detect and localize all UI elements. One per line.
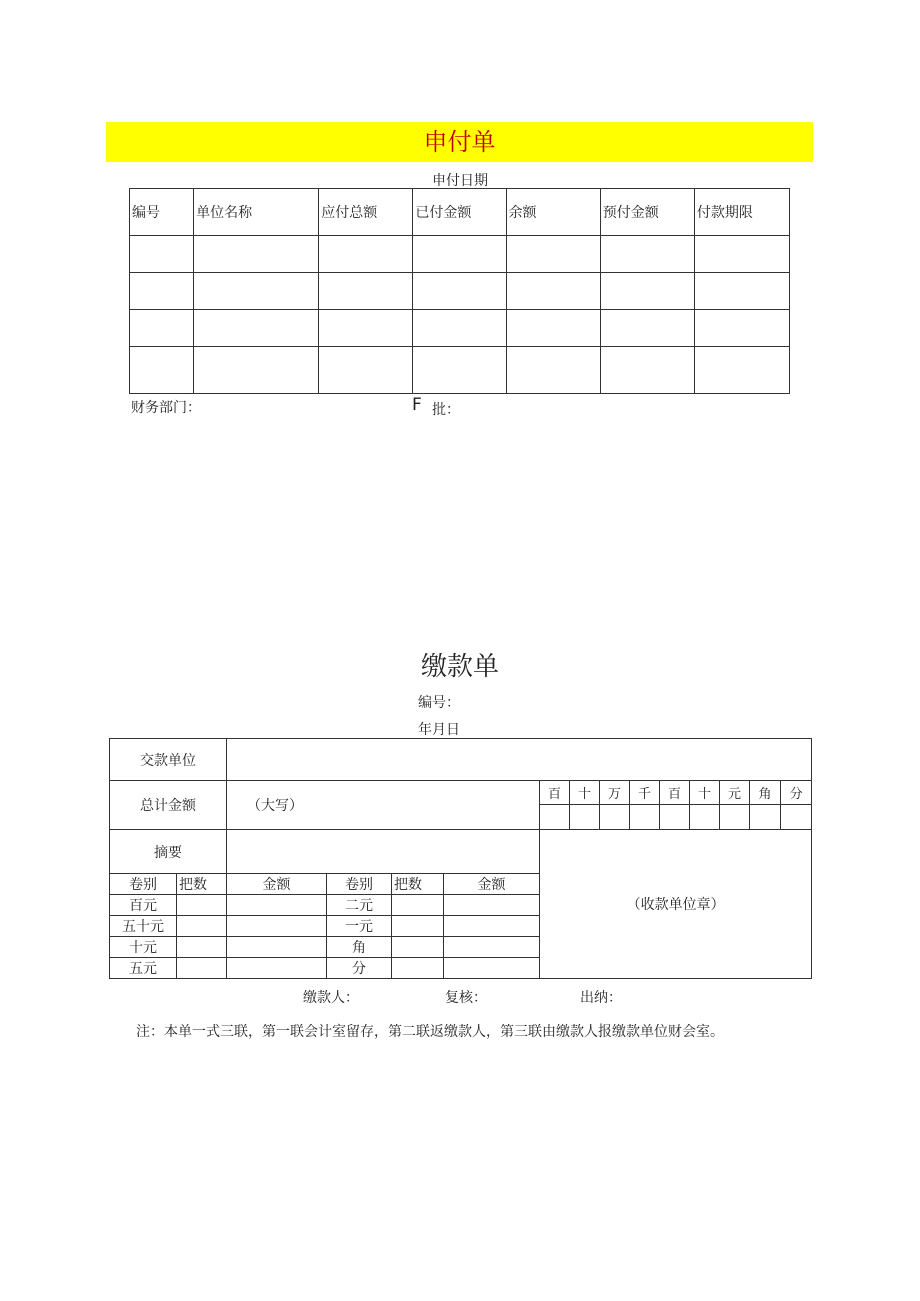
summary-field[interactable] xyxy=(227,830,540,874)
empty-cell[interactable] xyxy=(319,236,413,273)
empty-cell[interactable] xyxy=(600,347,694,394)
digit-header: 十 xyxy=(570,781,600,805)
empty-cell[interactable] xyxy=(194,310,319,347)
empty-cell[interactable] xyxy=(600,273,694,310)
total-row xyxy=(110,781,812,805)
denom-left: 五元 xyxy=(110,958,177,979)
digit-box[interactable] xyxy=(540,805,570,830)
digit-header: 分 xyxy=(781,781,812,805)
denom-left: 五十元 xyxy=(110,916,177,937)
header-cell: 付款期限 xyxy=(694,189,789,236)
empty-cell[interactable] xyxy=(694,347,789,394)
table-row xyxy=(130,236,790,273)
cashier-label: 出纳： xyxy=(580,990,622,1006)
fee-form-title: 缴款单 xyxy=(420,652,499,682)
digit-header: 角 xyxy=(750,781,781,805)
header-cell: 单位名称 xyxy=(194,189,319,236)
empty-cell[interactable] xyxy=(194,236,319,273)
empty-cell[interactable] xyxy=(130,273,194,310)
approve-label: 批： xyxy=(432,402,460,418)
empty-cell[interactable] xyxy=(506,310,600,347)
uppercase-label: （大写） xyxy=(247,798,303,814)
payer-unit-field[interactable] xyxy=(227,739,812,781)
amount-cell[interactable] xyxy=(227,958,327,979)
table-row xyxy=(130,347,790,394)
empty-cell[interactable] xyxy=(319,273,413,310)
payment-date-label: 申付日期 xyxy=(432,173,488,189)
empty-cell[interactable] xyxy=(506,236,600,273)
digit-header: 万 xyxy=(600,781,630,805)
amount-cell[interactable] xyxy=(444,895,540,916)
denom-right: 分 xyxy=(327,958,392,979)
payer-unit-label: 交款单位 xyxy=(110,739,227,781)
empty-cell[interactable] xyxy=(506,347,600,394)
empty-cell[interactable] xyxy=(600,236,694,273)
amount-cell[interactable] xyxy=(227,916,327,937)
digit-header: 元 xyxy=(720,781,750,805)
total-uppercase-field[interactable] xyxy=(227,781,540,830)
fee-note: 注：本单一式三联，第一联会计室留存，第二联返缴款人，第三联由缴款人报缴款单位财会室。 xyxy=(136,1024,724,1040)
denom-header: 卷别 xyxy=(110,874,177,895)
header-cell: 预付金额 xyxy=(600,189,694,236)
header-cell: 已付金额 xyxy=(413,189,506,236)
header-cell: 编号 xyxy=(130,189,194,236)
digit-box[interactable] xyxy=(720,805,750,830)
count-cell[interactable] xyxy=(392,958,444,979)
denom-right: 角 xyxy=(327,937,392,958)
denom-header: 卷别 xyxy=(327,874,392,895)
count-cell[interactable] xyxy=(177,895,227,916)
total-label: 总计金额 xyxy=(110,781,227,830)
empty-cell[interactable] xyxy=(130,236,194,273)
amount-cell[interactable] xyxy=(444,916,540,937)
digit-header: 百 xyxy=(660,781,690,805)
denom-right: 二元 xyxy=(327,895,392,916)
header-cell: 余额 xyxy=(506,189,600,236)
table-row xyxy=(130,310,790,347)
count-cell[interactable] xyxy=(392,916,444,937)
summary-label: 摘要 xyxy=(110,830,227,874)
empty-cell[interactable] xyxy=(413,347,506,394)
digit-box[interactable] xyxy=(660,805,690,830)
digit-header: 十 xyxy=(690,781,720,805)
denom-left: 百元 xyxy=(110,895,177,916)
count-cell[interactable] xyxy=(177,958,227,979)
empty-cell[interactable] xyxy=(319,310,413,347)
digit-box[interactable] xyxy=(750,805,781,830)
count-cell[interactable] xyxy=(392,937,444,958)
count-cell[interactable] xyxy=(177,916,227,937)
denom-header: 把数 xyxy=(392,874,444,895)
count-cell[interactable] xyxy=(392,895,444,916)
reviewer-label: 复核： xyxy=(445,990,487,1006)
approve-mark: F xyxy=(412,395,422,415)
denom-header: 金额 xyxy=(227,874,327,895)
empty-cell[interactable] xyxy=(413,236,506,273)
payment-table-header xyxy=(130,189,790,236)
empty-cell[interactable] xyxy=(319,347,413,394)
payment-table xyxy=(129,188,790,394)
payer-label: 缴款人： xyxy=(303,990,359,1006)
payment-form-title: 申付单 xyxy=(106,122,813,162)
finance-dept-label: 财务部门： xyxy=(131,400,201,416)
fee-date-label: 年月日 xyxy=(418,722,460,738)
amount-cell[interactable] xyxy=(227,937,327,958)
empty-cell[interactable] xyxy=(413,273,506,310)
empty-cell[interactable] xyxy=(694,310,789,347)
amount-cell[interactable] xyxy=(227,895,327,916)
header-cell: 应付总额 xyxy=(319,189,413,236)
empty-cell[interactable] xyxy=(130,310,194,347)
digit-box[interactable] xyxy=(600,805,630,830)
digit-box[interactable] xyxy=(570,805,600,830)
payer-unit-row xyxy=(110,739,812,781)
empty-cell[interactable] xyxy=(506,273,600,310)
count-cell[interactable] xyxy=(177,937,227,958)
stamp-label: （收款单位章） xyxy=(626,897,725,913)
summary-row xyxy=(110,830,812,874)
digit-box[interactable] xyxy=(781,805,812,830)
digit-header: 千 xyxy=(630,781,660,805)
empty-cell[interactable] xyxy=(194,273,319,310)
empty-cell[interactable] xyxy=(694,236,789,273)
table-row xyxy=(130,273,790,310)
denom-left: 十元 xyxy=(110,937,177,958)
fee-number-label: 编号： xyxy=(418,695,460,711)
empty-cell[interactable] xyxy=(130,347,194,394)
amount-cell[interactable] xyxy=(444,937,540,958)
empty-cell[interactable] xyxy=(694,273,789,310)
digit-box[interactable] xyxy=(630,805,660,830)
denom-right: 一元 xyxy=(327,916,392,937)
empty-cell[interactable] xyxy=(413,310,506,347)
denom-header: 金额 xyxy=(444,874,540,895)
empty-cell[interactable] xyxy=(600,310,694,347)
empty-cell[interactable] xyxy=(194,347,319,394)
denom-header: 把数 xyxy=(177,874,227,895)
digit-header: 百 xyxy=(540,781,570,805)
stamp-area xyxy=(540,830,812,979)
digit-box[interactable] xyxy=(690,805,720,830)
fee-table xyxy=(109,738,812,979)
amount-cell[interactable] xyxy=(444,958,540,979)
